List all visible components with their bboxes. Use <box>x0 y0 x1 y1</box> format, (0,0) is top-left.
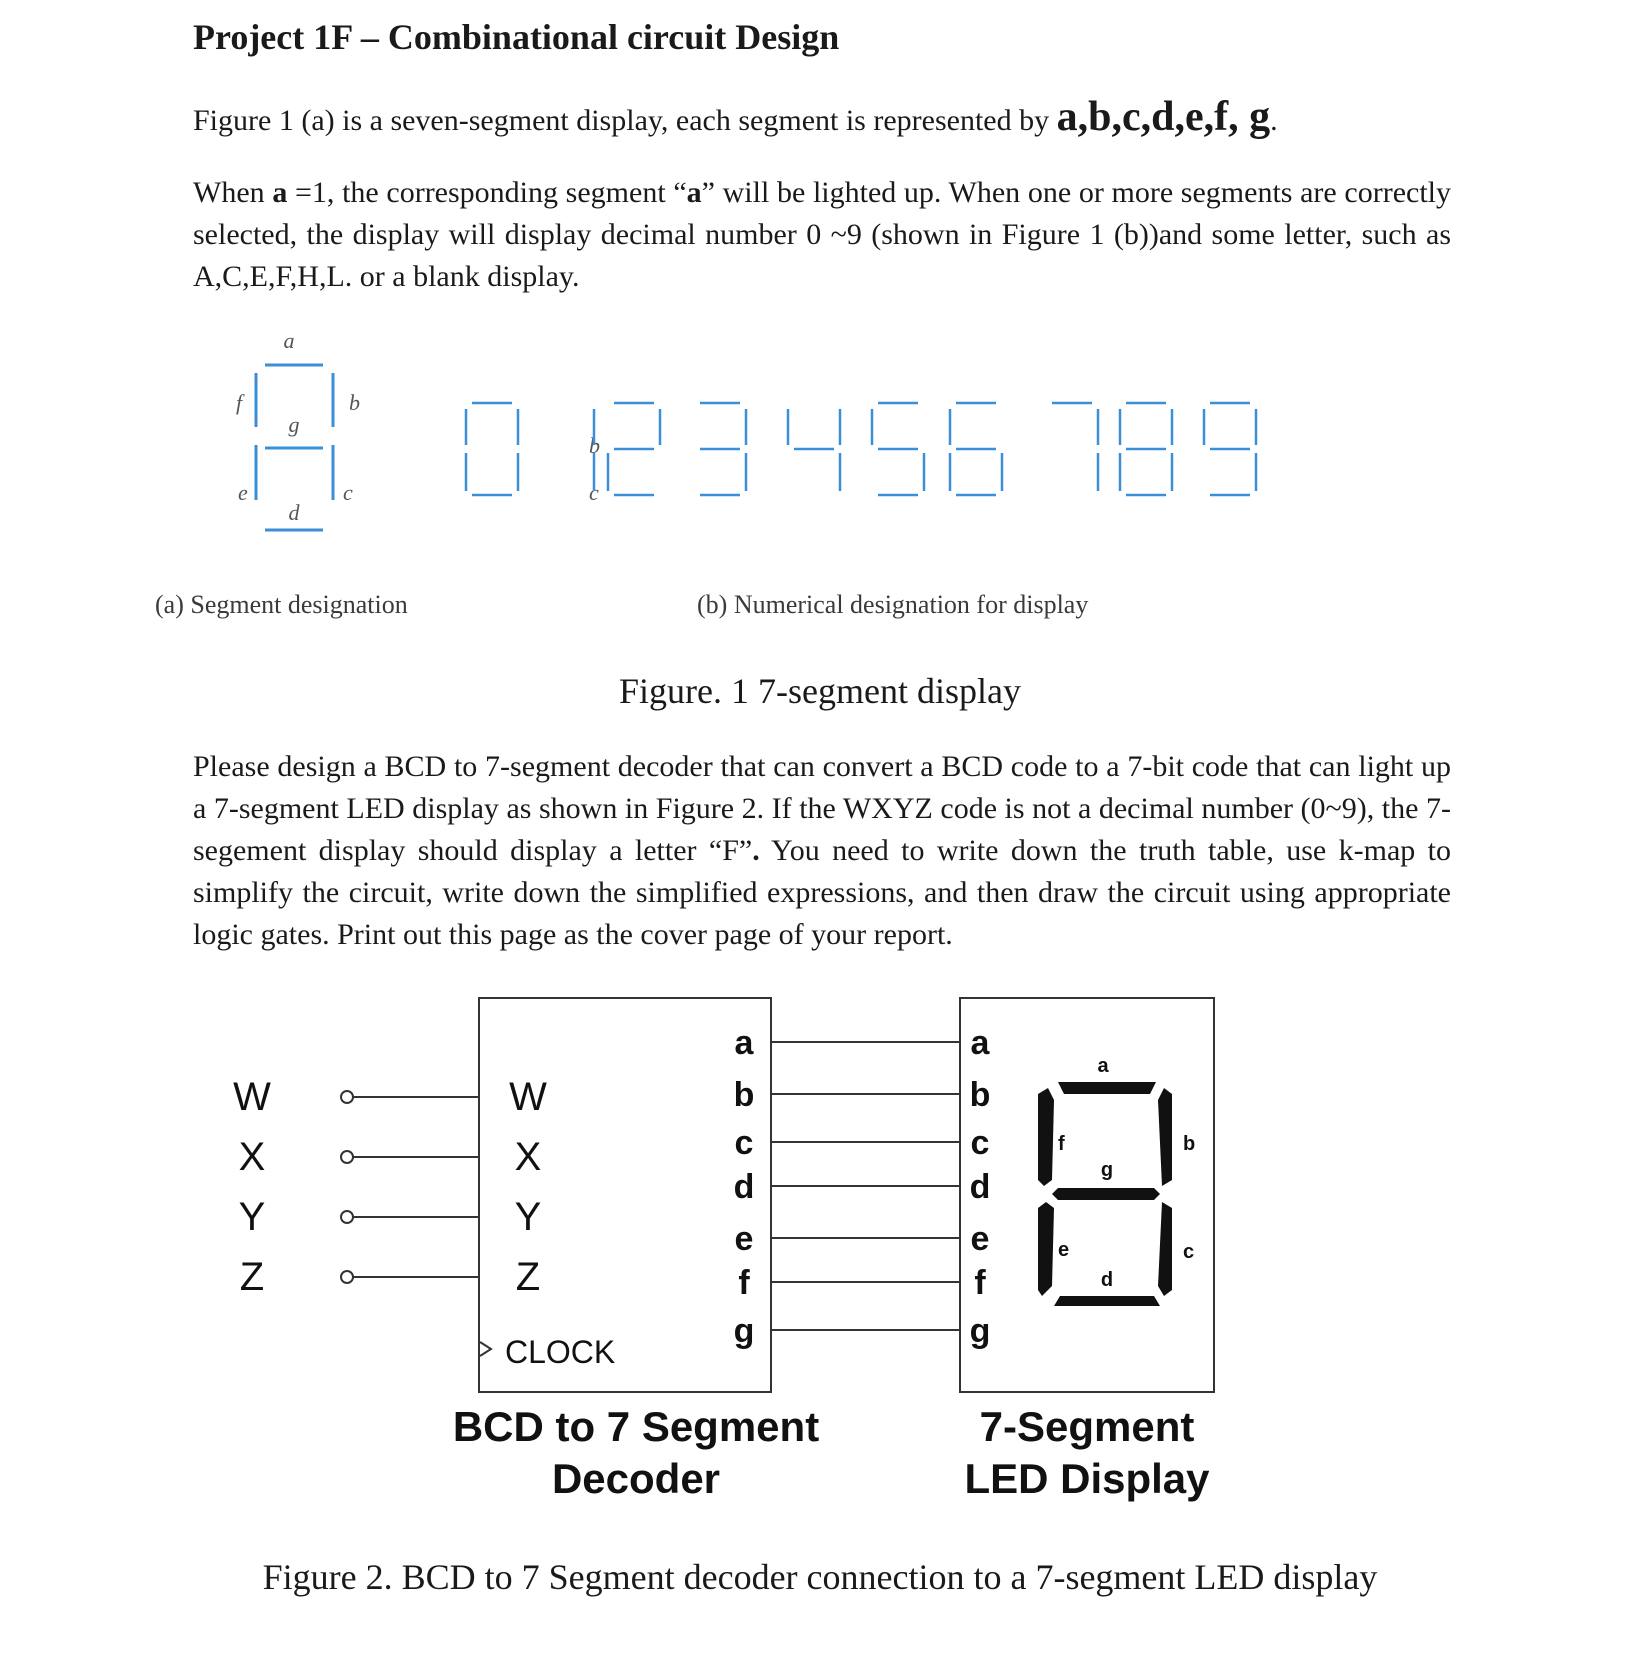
decoder-output-e: e <box>734 1220 754 1258</box>
label-b: b <box>349 390 360 415</box>
desc-text-3: ” will be lighted up. When one or more segments are correctly selected, the display will display decimal number 0 ~9 (shown in Figure 1 (b))and some letter, such as A,C,E,F,H,L. or a blank display. <box>193 176 1452 293</box>
description-paragraph <box>193 172 1451 298</box>
input-w: W <box>233 1075 271 1119</box>
display-input-e: e <box>970 1220 990 1258</box>
decoder-title-2: Decoder <box>551 1455 721 1502</box>
desc-text-1: When <box>193 176 273 209</box>
figure-1-caption: Figure. 1 7-segment display <box>619 671 1021 711</box>
label-a: a <box>283 328 295 353</box>
assign-text-2: You need to write down the truth table, use k-map to simplify the circuit, write down the simplified expressions, and then draw the circuit using appropriate logic gates. Print out this page as the cover page of your report. <box>193 834 1451 951</box>
assign-text-1: Please design a BCD to 7-segment decoder that can convert a BCD code to a 7-bit code that can light up a 7-segment LED display as shown in Figure 2. If the WXYZ code is not a decimal number (0~9), the 7-segement display should display a letter “F” <box>193 750 1451 867</box>
decoder-output-f: f <box>738 1264 750 1302</box>
input-y: Y <box>238 1195 266 1239</box>
display-title-1: 7-Segment <box>979 1403 1195 1450</box>
decoder-output-g: g <box>733 1312 755 1350</box>
decoder-input-w: W <box>509 1075 547 1119</box>
label-e: e <box>238 480 248 505</box>
clock-label: CLOCK <box>505 1334 616 1370</box>
digit-0 <box>466 403 518 495</box>
led-label-a: a <box>1097 1055 1109 1077</box>
led-segment-f <box>1038 1088 1054 1186</box>
digit-5 <box>872 403 924 495</box>
desc-bold-a: a <box>272 176 288 209</box>
block-titles <box>453 1403 1210 1502</box>
label-c: c <box>343 480 353 505</box>
display-input-a: a <box>970 1024 990 1062</box>
decoder-output-a: a <box>734 1024 754 1062</box>
digit-4 <box>788 409 840 491</box>
figure-2-caption: Figure 2. BCD to 7 Segment decoder connection to a 7-segment LED display <box>262 1557 1378 1597</box>
digit-9 <box>1204 403 1256 495</box>
display-input-g: g <box>969 1312 991 1350</box>
led-label-g: g <box>1100 1159 1114 1181</box>
decoder-input-y: Y <box>514 1195 542 1239</box>
page-title: Project 1F – Combinational circuit Design <box>193 17 840 57</box>
label-g: g <box>288 412 300 437</box>
intro-lead: Figure 1 (a) is a seven-segment display, each segment is represented by <box>193 104 1057 137</box>
input-labels <box>233 1075 271 1299</box>
numerical-digits <box>466 403 1256 495</box>
display-title-2: LED Display <box>964 1455 1210 1502</box>
digit-7 <box>1052 403 1098 491</box>
terminal-x[interactable] <box>341 1151 353 1163</box>
assignment-paragraph <box>193 746 1451 956</box>
decoder-title-1: BCD to 7 Segment <box>452 1403 820 1450</box>
display-input-d: d <box>969 1168 991 1206</box>
caption-a: (a) Segment designation <box>155 590 408 619</box>
led-segment-d <box>1054 1296 1160 1306</box>
terminal-w[interactable] <box>341 1091 353 1103</box>
input-wires <box>341 1091 479 1283</box>
display-input-f: f <box>974 1264 986 1302</box>
decoder-input-x: X <box>514 1135 542 1179</box>
digit-8 <box>1120 403 1172 495</box>
led-label-f: f <box>1058 1133 1065 1155</box>
input-z: Z <box>239 1255 265 1299</box>
decoder-output-c: c <box>734 1124 754 1162</box>
desc-text-2: =1, the corresponding segment “ <box>287 176 687 209</box>
decoder-output-d: d <box>733 1168 755 1206</box>
caption-b: (b) Numerical designation for display <box>697 590 1089 619</box>
display-input-c: c <box>970 1124 990 1162</box>
label-f: f <box>236 390 243 415</box>
terminal-z[interactable] <box>341 1271 353 1283</box>
digit-3 <box>700 403 746 495</box>
led-label-e: e <box>1058 1239 1070 1261</box>
led-segment-e <box>1038 1202 1054 1296</box>
terminal-y[interactable] <box>341 1211 353 1223</box>
digit-label-b: b <box>589 433 600 458</box>
bus-wires <box>771 1042 960 1330</box>
decoder-output-b: b <box>733 1076 755 1114</box>
digit-2 <box>608 403 660 495</box>
figure-2-diagram <box>0 990 1640 1520</box>
segment-letters: a,b,c,d,e,f, g <box>1056 94 1271 140</box>
led-label-d: d <box>1100 1269 1114 1291</box>
label-d: d <box>288 500 300 525</box>
digit-label-c: c <box>589 480 599 505</box>
desc-quoted-a: a <box>686 176 702 209</box>
led-segment-a <box>1058 1082 1156 1094</box>
led-segment-g <box>1052 1188 1160 1200</box>
decoder-input-z: Z <box>515 1255 541 1299</box>
assign-bold-dot: . <box>752 834 760 867</box>
digit-6 <box>950 403 1002 495</box>
led-label-b: b <box>1183 1133 1196 1155</box>
input-x: X <box>238 1135 266 1179</box>
intro-paragraph <box>193 96 1451 142</box>
display-input-b: b <box>969 1076 991 1114</box>
intro-tail: . <box>1270 104 1278 137</box>
led-label-c: c <box>1183 1241 1195 1263</box>
